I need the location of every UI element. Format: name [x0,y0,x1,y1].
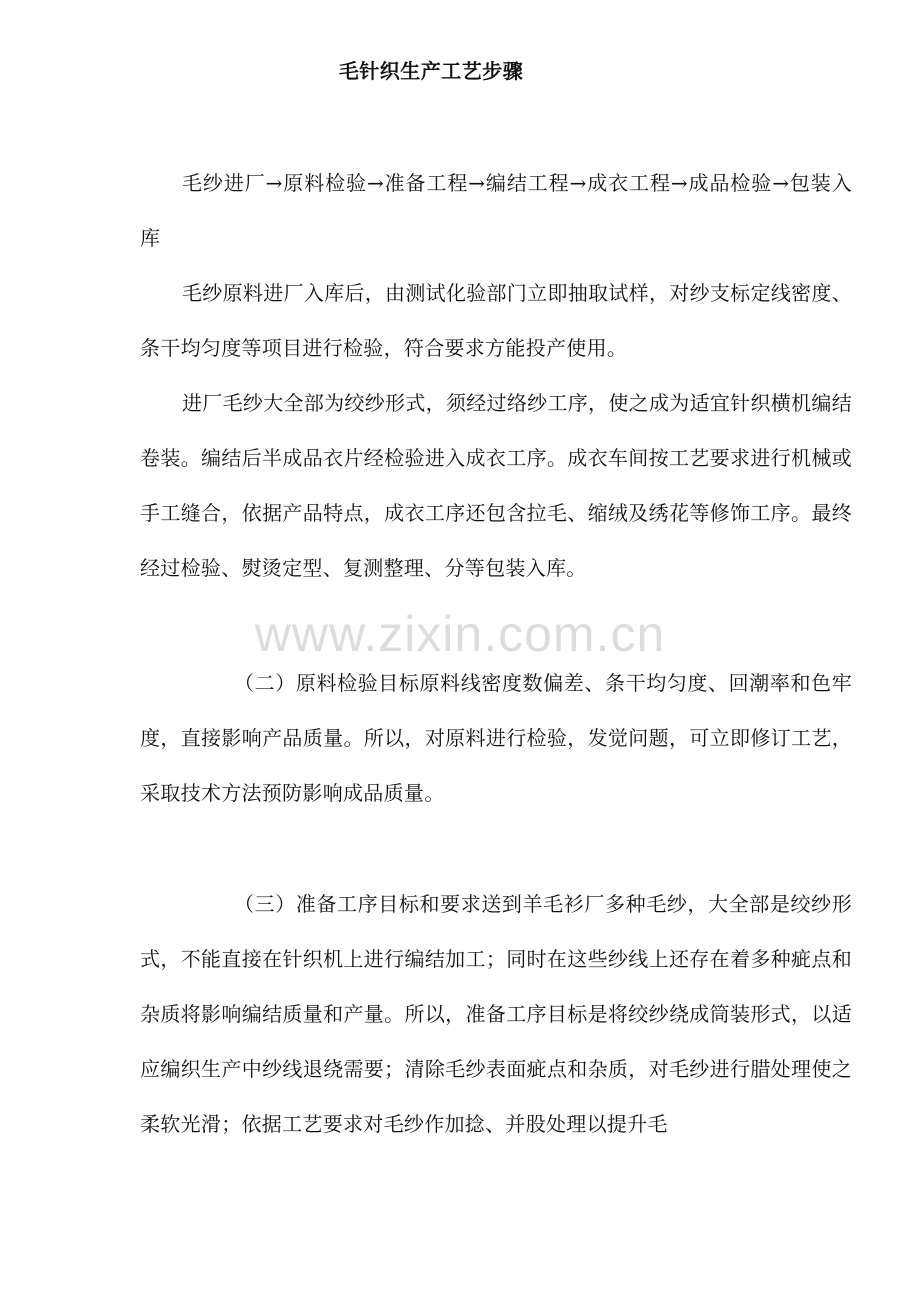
watermark: www.zixin.com.cn [254,606,666,662]
page-title: 毛针织生产工艺步骤 [338,59,524,83]
paragraph-section-two: （二）原料检验目标原料线密度数偏差、条干均匀度、回潮率和色牢度，直接影响产品质量。所以，对原料进行检验，发觉问题，可立即修订工艺，采取技术方法预防影响成品质量。 [140,671,852,805]
paragraph-raw-material-intake: 毛纱原料进厂入库后，由测试化验部门立即抽取试样，对纱支标定线密度、条干均匀度等项目进行检验，符合要求方能投产使用。 [140,281,852,360]
paragraph-process-flow: 毛纱进厂→原料检验→准备工程→编结工程→成衣工程→成品检验→包装入库 [140,171,852,250]
paragraph-process-overview: 进厂毛纱大全部为绞纱形式，须经过络纱工序，使之成为适宜针织横机编结卷装。编结后半成品衣片经检验进入成衣工序。成衣车间按工艺要求进行机械或手工缝合，依据产品特点，成衣工序还包含拉毛、缩绒及绣花等修饰工序。最终经过检验、熨烫定型、复测整理、分等包装入库。 [140,391,852,580]
paragraph-section-three: （三）准备工序目标和要求送到羊毛衫厂多种毛纱，大全部是绞纱形式，不能直接在针织机上进行编结加工；同时在这些纱线上还存在着多种疵点和杂质将影响编结质量和产量。所以，准备工序目标是将绞纱绕成筒装形式，以适应编织生产中纱线退绕需要；清除毛纱表面疵点和杂质，对毛纱进行腊处理使之柔软光滑；依据工艺要求对毛纱作加捻、并股处理以提升毛 [140,892,852,1136]
